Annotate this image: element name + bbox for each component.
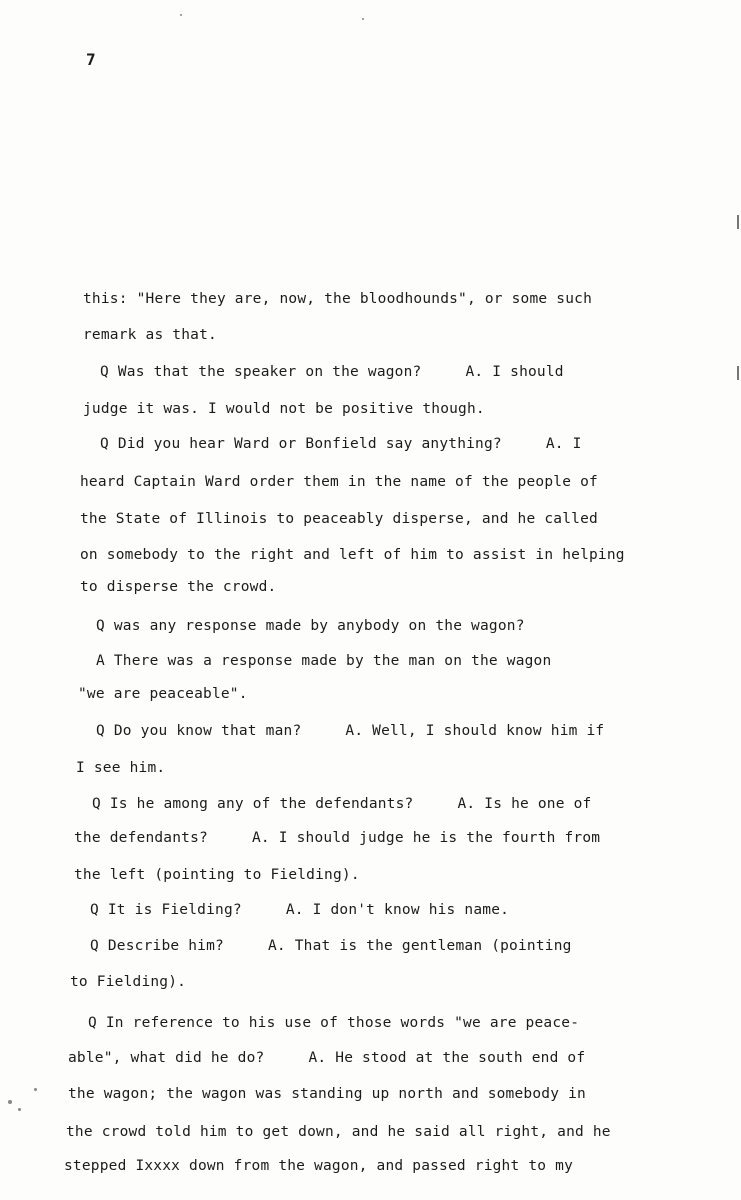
text-line: the wagon; the wagon was standing up north and somebody in — [68, 1086, 586, 1102]
edge-mark — [737, 215, 739, 229]
question-text: able", what did he do? — [68, 1050, 265, 1066]
answer-text: A. I should judge he is the fourth from — [251, 830, 601, 846]
text-line: remark as that. — [83, 327, 217, 343]
paper-speck — [180, 14, 182, 16]
answer-text: A. That is the gentleman (pointing — [267, 938, 572, 954]
question-text: Q Describe him? — [90, 938, 224, 954]
edge-mark — [737, 366, 739, 380]
answer-text: A. I should — [465, 364, 564, 380]
page-number: 7 — [86, 50, 96, 69]
text-line: the crowd told him to get down, and he said all right, and he — [66, 1124, 611, 1140]
question-text: the defendants? — [74, 830, 208, 846]
qa-line — [100, 364, 564, 380]
qa-line — [96, 723, 604, 739]
question-text: Q Was that the speaker on the wagon? — [100, 364, 422, 380]
paper-speck — [362, 18, 364, 20]
text-line: heard Captain Ward order them in the name of the people of — [80, 474, 598, 490]
answer-text: A. I don't know his name. — [285, 902, 510, 918]
question-text: Q It is Fielding? — [90, 902, 242, 918]
qa-line — [74, 830, 600, 846]
qa-line — [100, 436, 582, 452]
ink-blot — [34, 1088, 37, 1091]
ink-blot — [8, 1100, 12, 1104]
answer-text: A. Well, I should know him if — [345, 723, 605, 739]
text-line: the State of Illinois to peaceably disperse, and he called — [80, 511, 598, 527]
text-line: this: "Here they are, now, the bloodhounds", or some such — [83, 291, 592, 307]
question-text: Q Do you know that man? — [96, 723, 302, 739]
text-line: I see him. — [76, 760, 166, 776]
qa-line — [90, 902, 509, 918]
text-line: Q was any response made by anybody on the wagon? — [96, 618, 525, 634]
answer-text: A. Is he one of — [457, 796, 592, 812]
qa-line — [90, 938, 572, 954]
text-line: A There was a response made by the man on the wagon — [96, 653, 552, 669]
text-line: to disperse the crowd. — [80, 579, 277, 595]
answer-text: A. I — [545, 436, 582, 452]
text-line: on somebody to the right and left of him to assist in helping — [80, 547, 625, 563]
text-line: "we are peaceable". — [78, 686, 248, 702]
text-line: Q In reference to his use of those words "we are peace- — [88, 1015, 580, 1031]
question-text: Q Did you hear Ward or Bonfield say anything? — [100, 436, 502, 452]
text-line: judge it was. I would not be positive though. — [83, 401, 485, 417]
question-text: Q Is he among any of the defendants? — [92, 796, 414, 812]
text-line: to Fielding). — [70, 974, 187, 990]
text-line: stepped Ixxxx down from the wagon, and passed right to my — [64, 1158, 573, 1174]
ink-blot — [18, 1108, 21, 1111]
qa-line — [92, 796, 591, 812]
text-line: the left (pointing to Fielding). — [74, 867, 360, 883]
answer-text: A. He stood at the south end of — [308, 1050, 586, 1066]
qa-line — [68, 1050, 585, 1066]
